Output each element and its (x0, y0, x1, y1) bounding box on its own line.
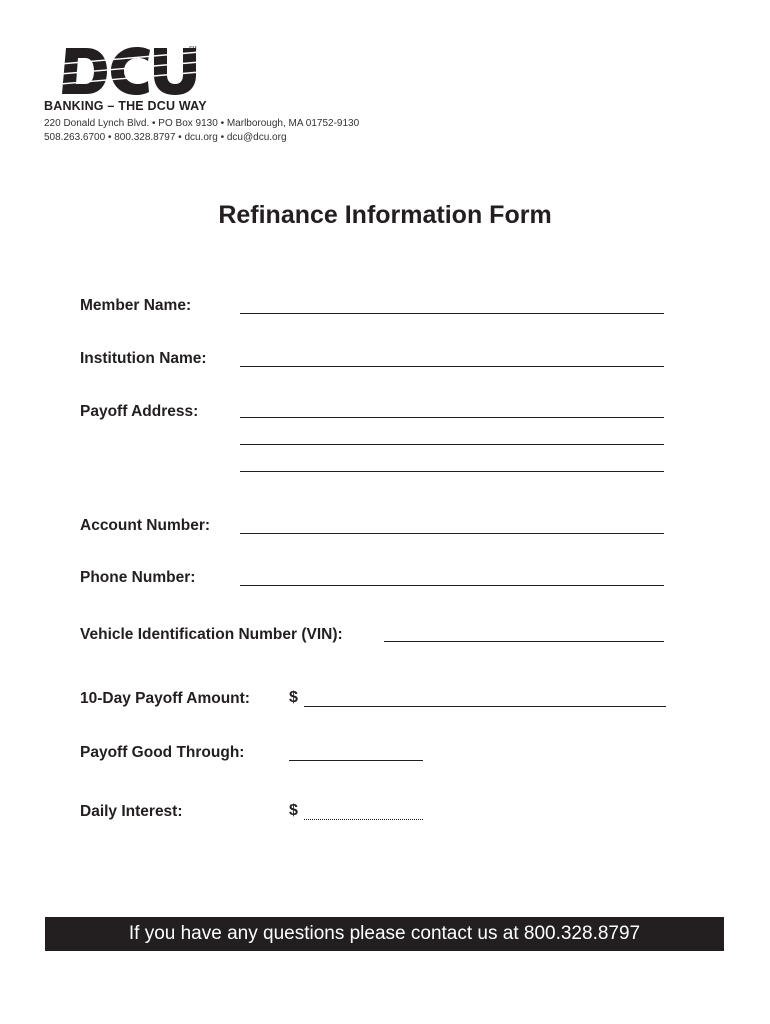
contact-info: 508.263.6700 • 800.328.8797 • dcu.org • dcu@dcu.org (44, 132, 287, 143)
institution-name-label: Institution Name: (80, 350, 207, 367)
contact-banner-text: If you have any questions please contact us at 800.328.8797 (128, 923, 641, 944)
daily-interest-label: Daily Interest: (80, 803, 183, 820)
payoff-address-line-2[interactable] (240, 444, 664, 445)
account-number-label: Account Number: (80, 517, 211, 534)
payoff-address-label: Payoff Address: (80, 403, 199, 420)
vin-field[interactable] (384, 641, 664, 642)
dcu-logo (60, 44, 200, 98)
trademark-mark: SM (189, 46, 197, 52)
contact-banner (45, 917, 724, 951)
payoff-address-line-3[interactable] (240, 471, 664, 472)
member-name-label: Member Name: (80, 297, 192, 314)
payoff-good-through-field[interactable] (289, 760, 423, 761)
institution-name-field[interactable] (240, 366, 664, 367)
daily-interest-field[interactable] (304, 819, 423, 820)
mailing-address: 220 Donald Lynch Blvd. • PO Box 9130 • Marlborough, MA 01752-9130 (44, 118, 360, 129)
form-title: Refinance Information Form (218, 201, 552, 229)
payoff-good-through-label: Payoff Good Through: (80, 744, 245, 761)
phone-number-label: Phone Number: (80, 569, 196, 586)
vin-label: Vehicle Identification Number (VIN): (80, 626, 343, 643)
payoff-amount-field[interactable] (304, 706, 666, 707)
account-number-field[interactable] (240, 533, 664, 534)
tagline: BANKING – THE DCU WAY (44, 99, 207, 113)
daily-interest-currency: $ (289, 802, 298, 819)
member-name-field[interactable] (240, 313, 664, 314)
phone-number-field[interactable] (240, 585, 664, 586)
payoff-amount-label: 10-Day Payoff Amount: (80, 690, 250, 707)
payoff-address-line-1[interactable] (240, 417, 664, 418)
payoff-amount-currency: $ (289, 689, 298, 706)
